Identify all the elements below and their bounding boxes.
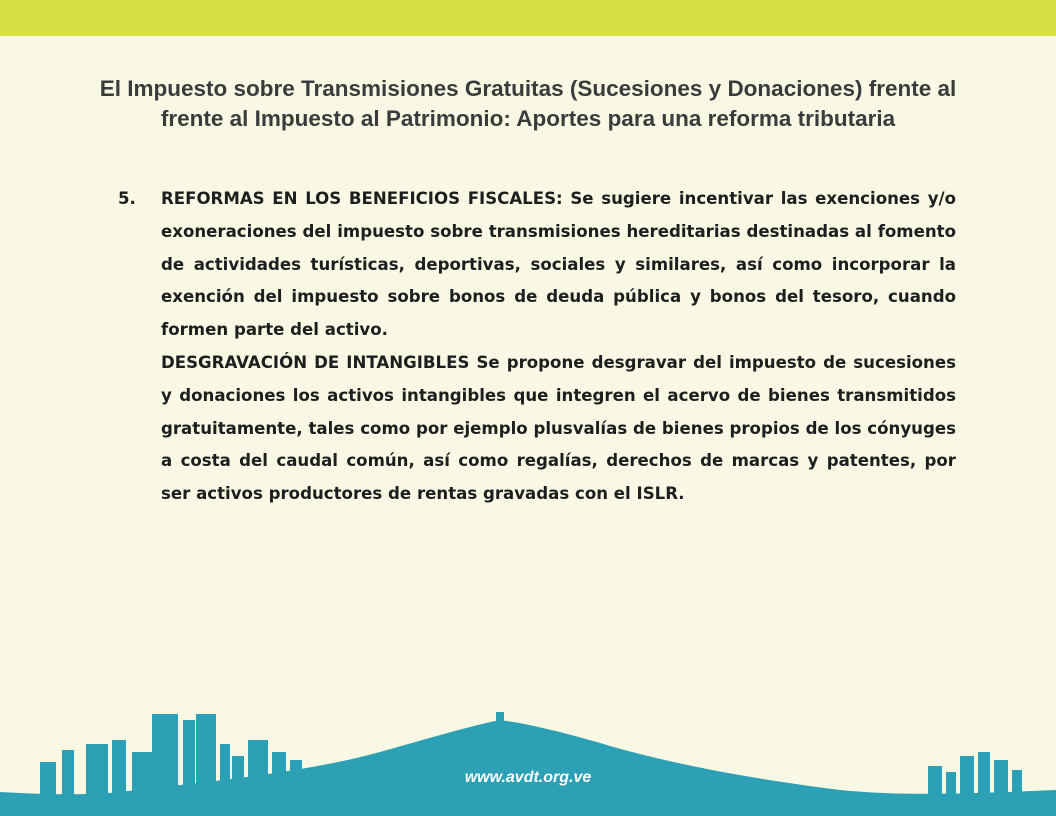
- slide-title: El Impuesto sobre Transmisiones Gratuitas (Sucesiones y Donaciones) frente al frente al Impuesto al Patrimonio: Aportes para una reforma tributaria: [99, 76, 957, 131]
- item-body: [161, 183, 956, 511]
- item-number: 5.: [118, 189, 136, 208]
- website-url: www.avdt.org.ve: [464, 769, 592, 786]
- skyline-building: [196, 714, 216, 816]
- paragraph-desgravacion-intangibles: DESGRAVACIÓN DE INTANGIBLES Se propone desgravar del impuesto de sucesiones y donaciones los activos intangibles que integren el acervo de bienes transmitidos gratuitamente, tales como por ejemplo plusvalías de bienes propios de los cónyuges a costa del caudal común, así como regalías, derechos de marcas y patentes, por ser activos productores de rentas gravadas con el ISLR.: [161, 352, 956, 504]
- paragraph-reformas-beneficios: REFORMAS EN LOS BENEFICIOS FISCALES: Se sugiere incentivar las exenciones y/o exoneraciones del impuesto sobre transmisiones hereditarias destinadas al fomento de actividades turísticas, deportivas, sociales y similares, así como incorporar la exención del impuesto sobre bonos de deuda pública y bonos del tesoro, cuando formen parte del activo.: [161, 189, 956, 340]
- slide-content: [118, 183, 956, 511]
- list-item: [118, 183, 956, 511]
- skyline-building: [183, 720, 195, 816]
- top-accent-bar: [0, 0, 1056, 36]
- city-skyline-illustration: [0, 700, 1056, 816]
- skyline-tower: [496, 712, 504, 724]
- skyline-building: [152, 714, 178, 816]
